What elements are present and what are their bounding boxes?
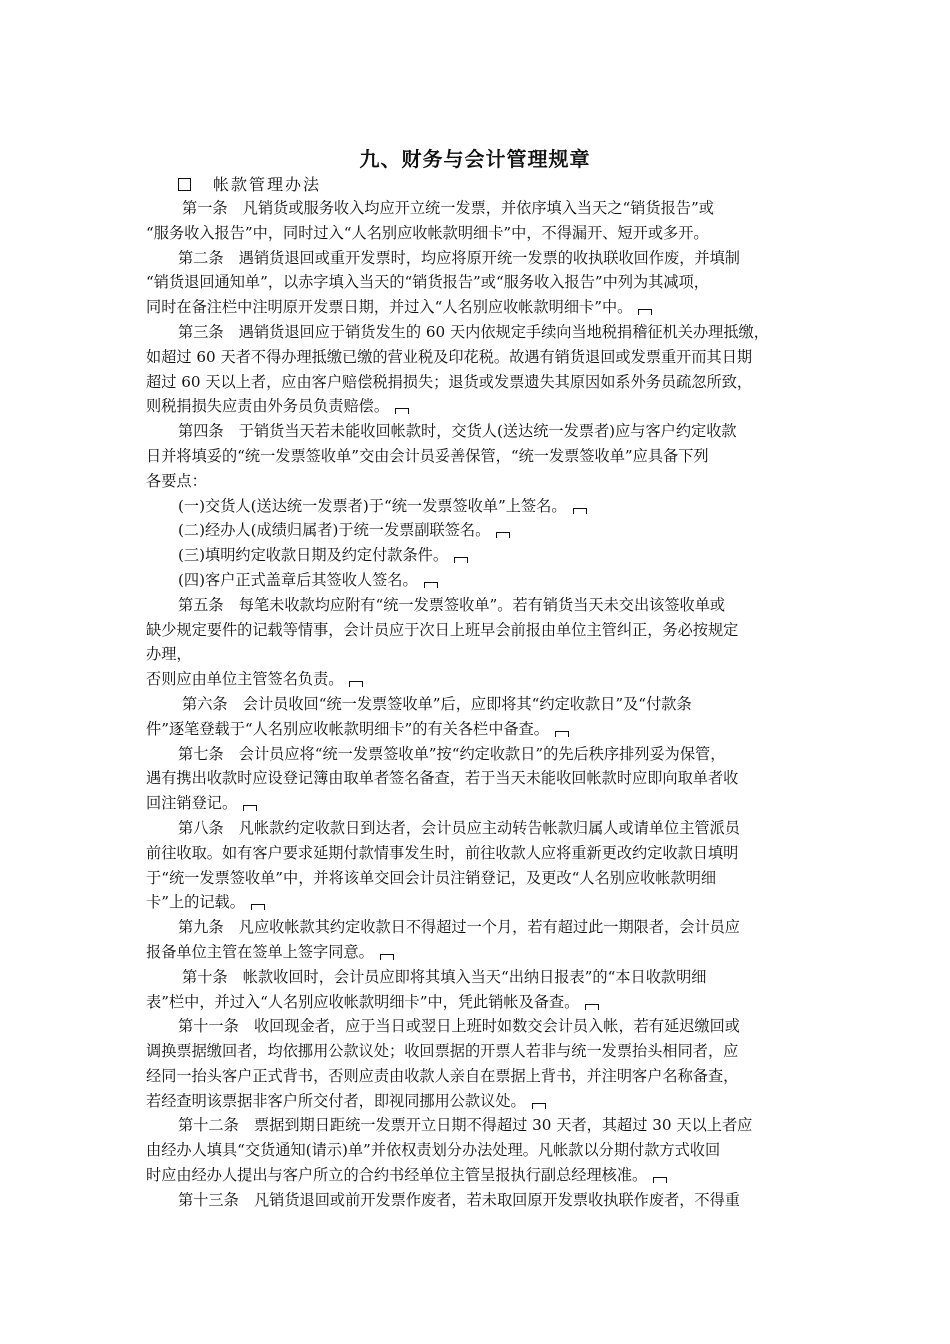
text-line-content: 若经查明该票据非客户所交付者，即视同挪用公款议处。 bbox=[146, 1091, 526, 1110]
paragraph-mark-icon bbox=[243, 805, 257, 811]
text-line bbox=[146, 667, 814, 692]
text-line bbox=[146, 816, 814, 841]
text-line-content: 由经办人填具“交货通知(请示)单”并依权责划分办法处理。凡帐款以分期付款方式收回 bbox=[146, 1141, 721, 1160]
text-line-content: 第十一条 收回现金者，应于当日或翌日上班时如数交会计员入帐，若有延迟缴回或 bbox=[178, 1017, 740, 1036]
text-line-content: (三)填明约定收款日期及约定付款条件。 bbox=[178, 546, 449, 565]
section-heading bbox=[178, 172, 321, 195]
text-line-content: 第八条 凡帐款约定收款日到达者，会计员应主动转告帐款归属人或请单位主管派员 bbox=[178, 818, 740, 837]
text-line-content: 件”逐笔登载于“人名别应收帐款明细卡”的有关各栏中备查。 bbox=[146, 719, 549, 738]
text-line-content: 缺少规定要件的记载等情事，会计员应于次日上班早会前报由单位主管纠正，务必按规定 bbox=[146, 620, 739, 639]
paragraph-mark-icon bbox=[532, 1103, 546, 1109]
text-line bbox=[146, 742, 814, 767]
text-line bbox=[146, 345, 814, 370]
text-line bbox=[146, 419, 814, 444]
text-line-content: “销货退回通知单”，以赤字填入当天的“销货报告”或“服务收入报告”中列为其减项， bbox=[146, 273, 709, 292]
paragraph-mark-icon bbox=[555, 731, 569, 737]
text-line-content: 遇有携出收款时应设登记簿由取单者签名备查，若于当天未能收回帐款时应即向取单者收 bbox=[146, 769, 739, 788]
text-line-content: “服务收入报告”中，同时过入“人名别应收帐款明细卡”中，不得漏开、短开或多开。 bbox=[146, 223, 709, 242]
text-line bbox=[146, 1138, 814, 1163]
text-line-content: 第十二条 票据到期日距统一发票开立日期不得超过 30 天者，其超过 30 天以上者应 bbox=[178, 1116, 753, 1135]
text-line-content: 调换票据缴回者，均依挪用公款议处；收回票据的开票人若非与统一发票抬头相同者，应 bbox=[146, 1042, 739, 1061]
text-line bbox=[146, 1064, 814, 1089]
text-line-content: 超过 60 天以上者，应由客户赔偿税捐损失；退货或发票遗失其原因如系外务员疏忽所致， bbox=[146, 372, 753, 391]
text-line bbox=[146, 841, 814, 866]
text-line-content: 则税捐损失应责由外务员负责赔偿。 bbox=[146, 397, 389, 416]
text-line bbox=[146, 270, 814, 295]
text-line-content: 卡”上的记载。 bbox=[146, 893, 245, 912]
text-line-content: 第二条 遇销货退回或重开发票时，均应将原开统一发票的收执联收回作废，并填制 bbox=[178, 248, 740, 267]
text-line bbox=[146, 642, 814, 667]
text-line-content: 否则应由单位主管签名负责。 bbox=[146, 670, 344, 689]
paragraph-mark-icon bbox=[424, 582, 438, 588]
text-line bbox=[146, 940, 814, 965]
text-line bbox=[146, 394, 814, 419]
text-line bbox=[146, 717, 814, 742]
text-line bbox=[146, 890, 814, 915]
text-line-content: 时应由经办人提出与客户所立的合约书经单位主管呈报执行副总经理核准。 bbox=[146, 1166, 648, 1185]
paragraph-mark-icon bbox=[638, 309, 652, 315]
text-line bbox=[146, 469, 814, 494]
text-line bbox=[146, 1113, 814, 1138]
text-line-content: 前往收取。如有客户要求延期付款情事发生时，前往收款人应将重新更改约定收款日填明 bbox=[146, 843, 739, 862]
text-line-content: 日并将填妥的“统一发票签收单”交由会计员妥善保管，“统一发票签收单”应具备下列 bbox=[146, 446, 709, 465]
text-line-content: 第十条 帐款收回时，会计员应即将其填入当天“出纳日报表”的“本日收款明细 bbox=[182, 967, 707, 986]
text-line bbox=[146, 990, 814, 1015]
text-line bbox=[146, 494, 814, 519]
text-line-content: (四)客户正式盖章后其签收人签名。 bbox=[178, 570, 418, 589]
text-line bbox=[146, 692, 814, 717]
text-line-content: 经同一抬头客户正式背书，否则应责由收款人亲自在票据上背书，并注明客户名称备查， bbox=[146, 1066, 739, 1085]
paragraph-mark-icon bbox=[395, 408, 409, 414]
text-line-content: 回注销登记。 bbox=[146, 794, 238, 813]
text-line bbox=[146, 1188, 814, 1213]
text-line bbox=[146, 246, 814, 271]
text-line-content: 第七条 会计员应将“统一发票签收单”按“约定收款日”的先后秩序排列妥为保管， bbox=[178, 744, 726, 763]
text-line bbox=[146, 196, 814, 221]
text-line bbox=[146, 568, 814, 593]
text-line bbox=[146, 618, 814, 643]
text-line-content: 如超过 60 天者不得办理抵缴已缴的营业税及印花税。故遇有销货退回或发票重开而其日期 bbox=[146, 347, 753, 366]
text-line bbox=[146, 1039, 814, 1064]
text-line-content: 第十三条 凡销货退回或前开发票作废者，若未取回原开发票收执联作废者，不得重 bbox=[178, 1190, 740, 1209]
paragraph-mark-icon bbox=[380, 954, 394, 960]
text-line bbox=[146, 221, 814, 246]
paragraph-mark-icon bbox=[454, 557, 468, 563]
text-line-content: 办理， bbox=[146, 645, 192, 664]
text-line bbox=[146, 791, 814, 816]
paragraph-mark-icon bbox=[585, 1004, 599, 1010]
paragraph-mark-icon bbox=[573, 508, 587, 514]
text-line bbox=[146, 766, 814, 791]
text-line-content: 报备单位主管在签单上签字同意。 bbox=[146, 942, 374, 961]
paragraph-mark-icon bbox=[349, 681, 363, 687]
text-line bbox=[146, 1089, 814, 1114]
text-line bbox=[146, 965, 814, 990]
paragraph-mark-icon bbox=[496, 532, 510, 538]
text-line bbox=[146, 915, 814, 940]
document-body bbox=[146, 196, 814, 1213]
text-line bbox=[146, 320, 814, 345]
text-line-content: (二)经办人(成绩归属者)于统一发票副联签名。 bbox=[178, 521, 491, 540]
text-line-content: 第九条 凡应收帐款其约定收款日不得超过一个月，若有超过此一期限者，会计员应 bbox=[178, 918, 740, 937]
text-line-content: 第三条 遇销货退回应于销货发生的 60 天内依规定手续向当地税捐稽征机关办理抵缴， bbox=[178, 322, 769, 341]
text-line-content: 第五条 每笔未收款均应附有“统一发票签收单”。若有销货当天未交出该签收单或 bbox=[178, 595, 726, 614]
checkbox-square-icon bbox=[178, 178, 191, 191]
text-line-content: 表”栏中，并过入“人名别应收帐款明细卡”中，凭此销帐及备查。 bbox=[146, 992, 580, 1011]
text-line bbox=[146, 444, 814, 469]
text-line-content: 第一条 凡销货或服务收入均应开立统一发票，并依序填入当天之“销货报告”或 bbox=[182, 199, 714, 217]
text-line bbox=[146, 866, 814, 891]
document-title: 九、财务与会计管理规章 bbox=[359, 147, 591, 171]
text-line bbox=[146, 593, 814, 618]
text-line bbox=[146, 1014, 814, 1039]
paragraph-mark-icon bbox=[653, 1177, 667, 1183]
text-line bbox=[146, 1163, 814, 1188]
text-line-content: 第六条 会计员收回“统一发票签收单”后，应即将其“约定收款日”及“付款条 bbox=[182, 694, 692, 713]
paragraph-mark-icon bbox=[251, 904, 265, 910]
text-line-content: 各要点： bbox=[146, 471, 207, 490]
text-line-content: 同时在备注栏中注明原开发票日期，并过入“人名别应收帐款明细卡”中。 bbox=[146, 298, 633, 317]
text-line bbox=[146, 543, 814, 568]
text-line-content: 第四条 于销货当天若未能收回帐款时，交货人(送达统一发票者)应与客户约定收款 bbox=[178, 422, 737, 441]
text-line-content: (一)交货人(送达统一发票者)于“统一发票签收单”上签名。 bbox=[178, 496, 567, 515]
text-line-content: 于“统一发票签收单”中，并将该单交回会计员注销登记，及更改“人名别应收帐款明细 bbox=[146, 868, 717, 887]
section-heading-text: 帐款管理办法 bbox=[213, 175, 322, 194]
text-line bbox=[146, 518, 814, 543]
text-line bbox=[146, 370, 814, 395]
text-line bbox=[146, 295, 814, 320]
